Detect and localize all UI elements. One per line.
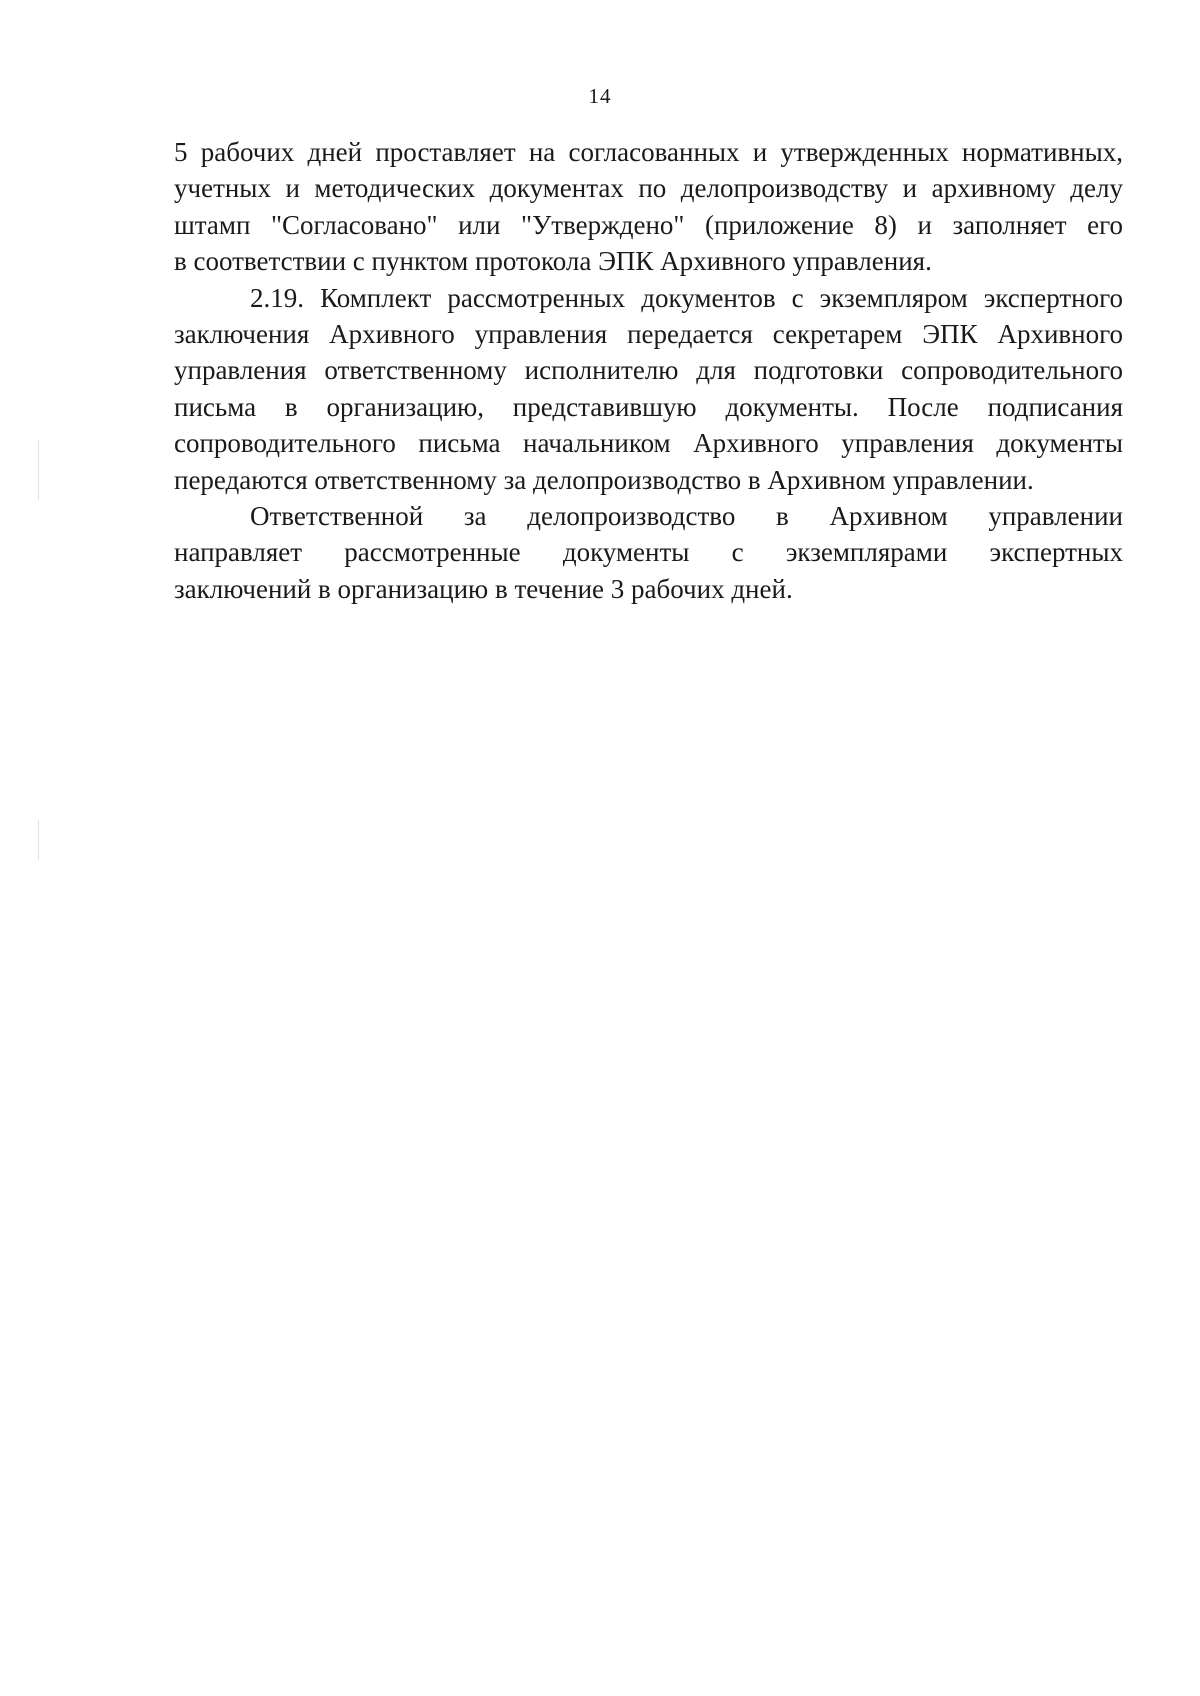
text-line: управления ответственному исполнителю для подготовки сопроводительного (174, 355, 1123, 386)
scan-artifact (38, 440, 39, 500)
text-line: 5 рабочих дней проставляет на согласованных и утвержденных нормативных, (174, 137, 1123, 167)
text-line: сопроводительного письма начальником Архивного управления документы (174, 428, 1123, 459)
text-line: Ответственной за делопроизводство в Архивном управлении (250, 501, 1123, 532)
text-line: заключений в организацию в течение 3 рабочих дней. (174, 573, 793, 604)
document-body (174, 134, 1123, 607)
text-line: 2.19. Комплект рассмотренных документов с экземпляром экспертного (250, 282, 1123, 313)
text-line: письма в организацию, представившую документы. После подписания (174, 391, 1123, 422)
paragraph-2-19 (174, 280, 1123, 498)
text-line: заключения Архивного управления передается секретарем ЭПК Архивного (174, 319, 1123, 350)
paragraph-continuation (174, 134, 1123, 280)
text-line: учетных и методических документах по делопроизводству и архивному делу (174, 173, 1123, 204)
page-number: 14 (588, 84, 612, 108)
text-line: направляет рассмотренные документы с экземплярами экспертных (174, 537, 1123, 568)
text-line: передаются ответственному за делопроизводство в Архивном управлении. (174, 464, 1034, 495)
text-line: штамп "Согласовано" или "Утверждено" (приложение 8) и заполняет его (174, 209, 1123, 240)
scan-artifact (38, 820, 39, 860)
paragraph-responsible (174, 498, 1123, 607)
text-line: в соответствии с пунктом протокола ЭПК Архивного управления. (174, 246, 932, 277)
